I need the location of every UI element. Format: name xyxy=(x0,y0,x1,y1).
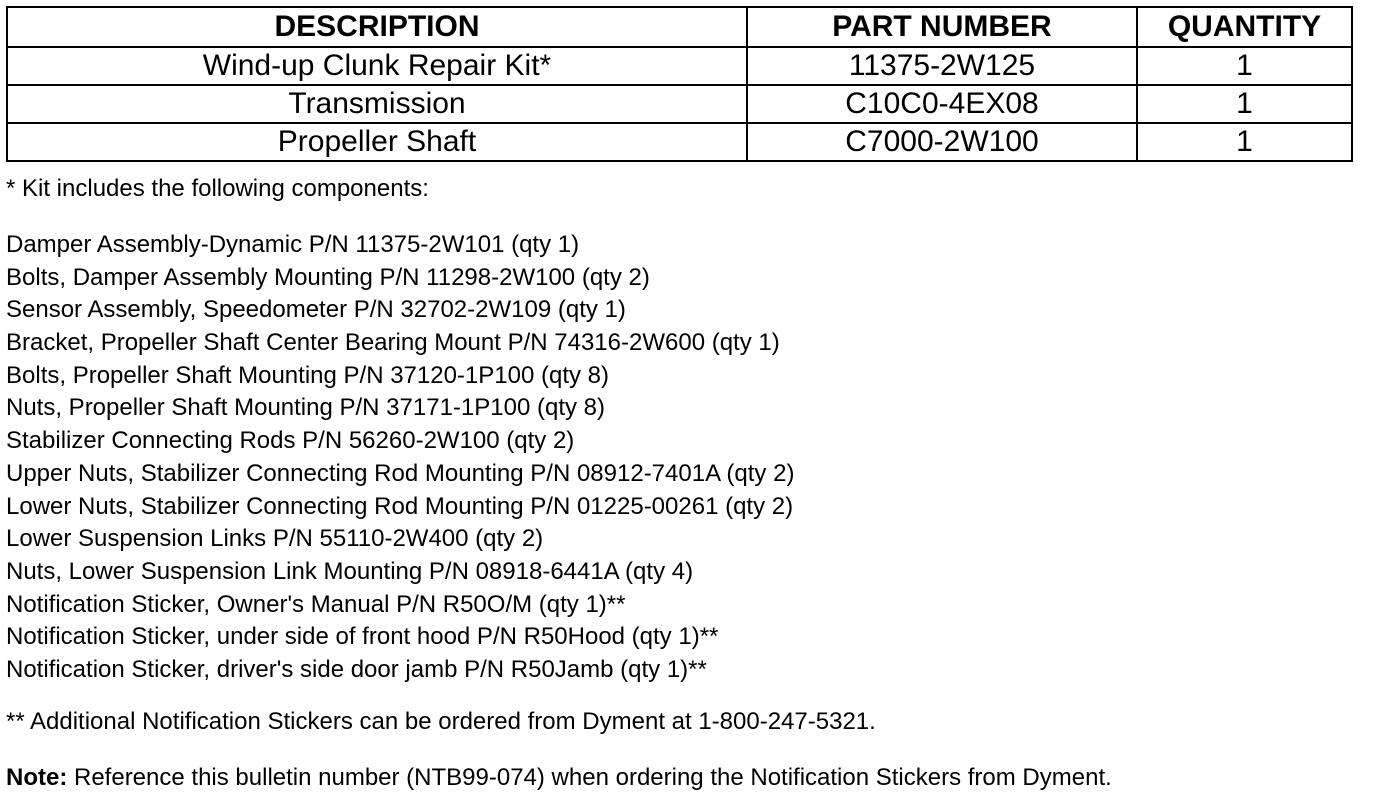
list-item: Notification Sticker, under side of front hood P/N R50Hood (qty 1)** xyxy=(6,623,719,651)
component-list xyxy=(6,229,794,687)
list-item: Lower Nuts, Stabilizer Connecting Rod Mounting P/N 01225-00261 (qty 2) xyxy=(6,492,794,520)
note-text: Reference this bulletin number (NTB99-074) when ordering the Notification Stickers from Dyment. xyxy=(67,764,1112,791)
cell-description: Propeller Shaft xyxy=(7,123,747,161)
list-item: Bolts, Damper Assembly Mounting P/N 11298-2W100 (qty 2) xyxy=(6,263,650,291)
list-item: Notification Sticker, driver's side door jamb P/N R50Jamb (qty 1)** xyxy=(6,655,707,683)
cell-part-number: 11375-2W125 xyxy=(747,47,1137,85)
list-item: Sensor Assembly, Speedometer P/N 32702-2W109 (qty 1) xyxy=(6,296,626,324)
cell-description: Wind-up Clunk Repair Kit* xyxy=(7,47,747,85)
cell-part-number: C7000-2W100 xyxy=(747,123,1137,161)
list-item: Notification Sticker, Owner's Manual P/N R50O/M (qty 1)** xyxy=(6,590,626,618)
list-item: Stabilizer Connecting Rods P/N 56260-2W100 (qty 2) xyxy=(6,427,575,455)
cell-quantity: 1 xyxy=(1137,85,1352,123)
bulletin-note xyxy=(6,763,1112,793)
list-item: Bracket, Propeller Shaft Center Bearing Mount P/N 74316-2W600 (qty 1) xyxy=(6,329,780,357)
table-header-row xyxy=(7,7,1352,47)
list-item: Nuts, Propeller Shaft Mounting P/N 37171-1P100 (qty 8) xyxy=(6,394,605,422)
list-item: Lower Suspension Links P/N 55110-2W400 (qty 2) xyxy=(6,525,544,553)
kit-includes-note: * Kit includes the following components: xyxy=(6,175,429,202)
table-row xyxy=(7,85,1352,123)
list-item: Bolts, Propeller Shaft Mounting P/N 37120-1P100 (qty 8) xyxy=(6,361,609,389)
cell-description: Transmission xyxy=(7,85,747,123)
table-row xyxy=(7,47,1352,85)
additional-stickers-note: ** Additional Notification Stickers can be ordered from Dyment at 1-800-247-5321. xyxy=(6,708,876,735)
table-row xyxy=(7,123,1352,161)
note-label: Note: xyxy=(6,764,68,791)
list-item: Nuts, Lower Suspension Link Mounting P/N 08918-6441A (qty 4) xyxy=(6,557,694,585)
cell-part-number: C10C0-4EX08 xyxy=(747,85,1137,123)
header-description: DESCRIPTION xyxy=(7,7,747,47)
header-quantity: QUANTITY xyxy=(1137,7,1352,47)
cell-quantity: 1 xyxy=(1137,123,1352,161)
list-item: Upper Nuts, Stabilizer Connecting Rod Mounting P/N 08912-7401A (qty 2) xyxy=(6,459,795,487)
header-part-number: PART NUMBER xyxy=(747,7,1137,47)
list-item: Damper Assembly-Dynamic P/N 11375-2W101 (qty 1) xyxy=(6,231,580,258)
parts-table xyxy=(6,6,1353,162)
cell-quantity: 1 xyxy=(1137,47,1352,85)
